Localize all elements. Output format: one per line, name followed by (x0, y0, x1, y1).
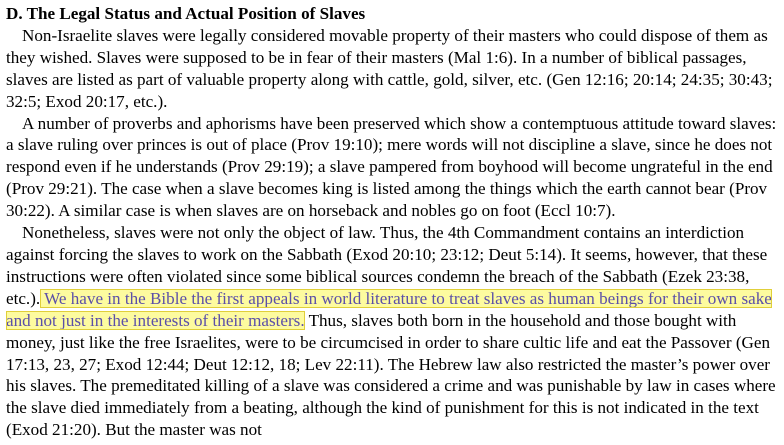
highlighted-passage[interactable]: We have in the Bible the first appeals in world literature to treat slaves as human beings for their own sake and not just in the interests of their masters. (6, 288, 772, 330)
section-heading: D. The Legal Status and Actual Position of Slaves (6, 4, 366, 23)
paragraph-text-before-highlight: Nonetheless, slaves were not only the object of law. Thus, the 4th Commandment contains an interdiction against forcing the slaves to work on the Sabbath (Exod 20:10; 23:12; Deut 5:14). It seems, however, that these instructions were often violated since some biblical sources condemn the breach of the Sabbath (Ezek 23:38, etc.). (6, 223, 768, 308)
paragraph-law-and-sabbath (6, 222, 778, 441)
paragraph-proverbs: A number of proverbs and aphorisms have been preserved which show a contemptuous attitude toward slaves: a slave ruling over princes is out of place (Prov 19:10); mere words will not discipline a slave, since he does not respond even if he understands (Prov 29:19); a slave pampered from boyhood will become ungrateful in the end (Prov 29:21). The case when a slave becomes king is listed among the things which the earth cannot bear (Prov 30:22). A similar case is when slaves are on horseback and nobles go on foot (Eccl 10:7). (6, 113, 777, 221)
paragraph-text-after-highlight: Thus, slaves both born in the household and those bought with money, just like the free Israelites, were to be circumcised in order to share cultic life and eat the Passover (Gen 17:13, 23, 27; Exod 12:44; Deut 12:12, 18; Lev 22:11). The Hebrew law also restricted the master’s power over his slaves. The premeditated killing of a slave was considered a crime and was punishable by law in cases where the slave died immediately from a beating, although the kind of punishment for this is not indicated in the text (Exod 21:20). But the master was not (6, 310, 776, 440)
paragraph-property-status: Non-Israelite slaves were legally considered movable property of their masters who could dispose of them as they wished. Slaves were supposed to be in fear of their masters (Mal 1:6). In a number of biblical passages, slaves are listed as part of valuable property along with cattle, gold, silver, etc. (Gen 12:16; 20:14; 24:35; 30:43; 32:5; Exod 20:17, etc.). (6, 25, 773, 111)
document-page (6, 3, 778, 441)
